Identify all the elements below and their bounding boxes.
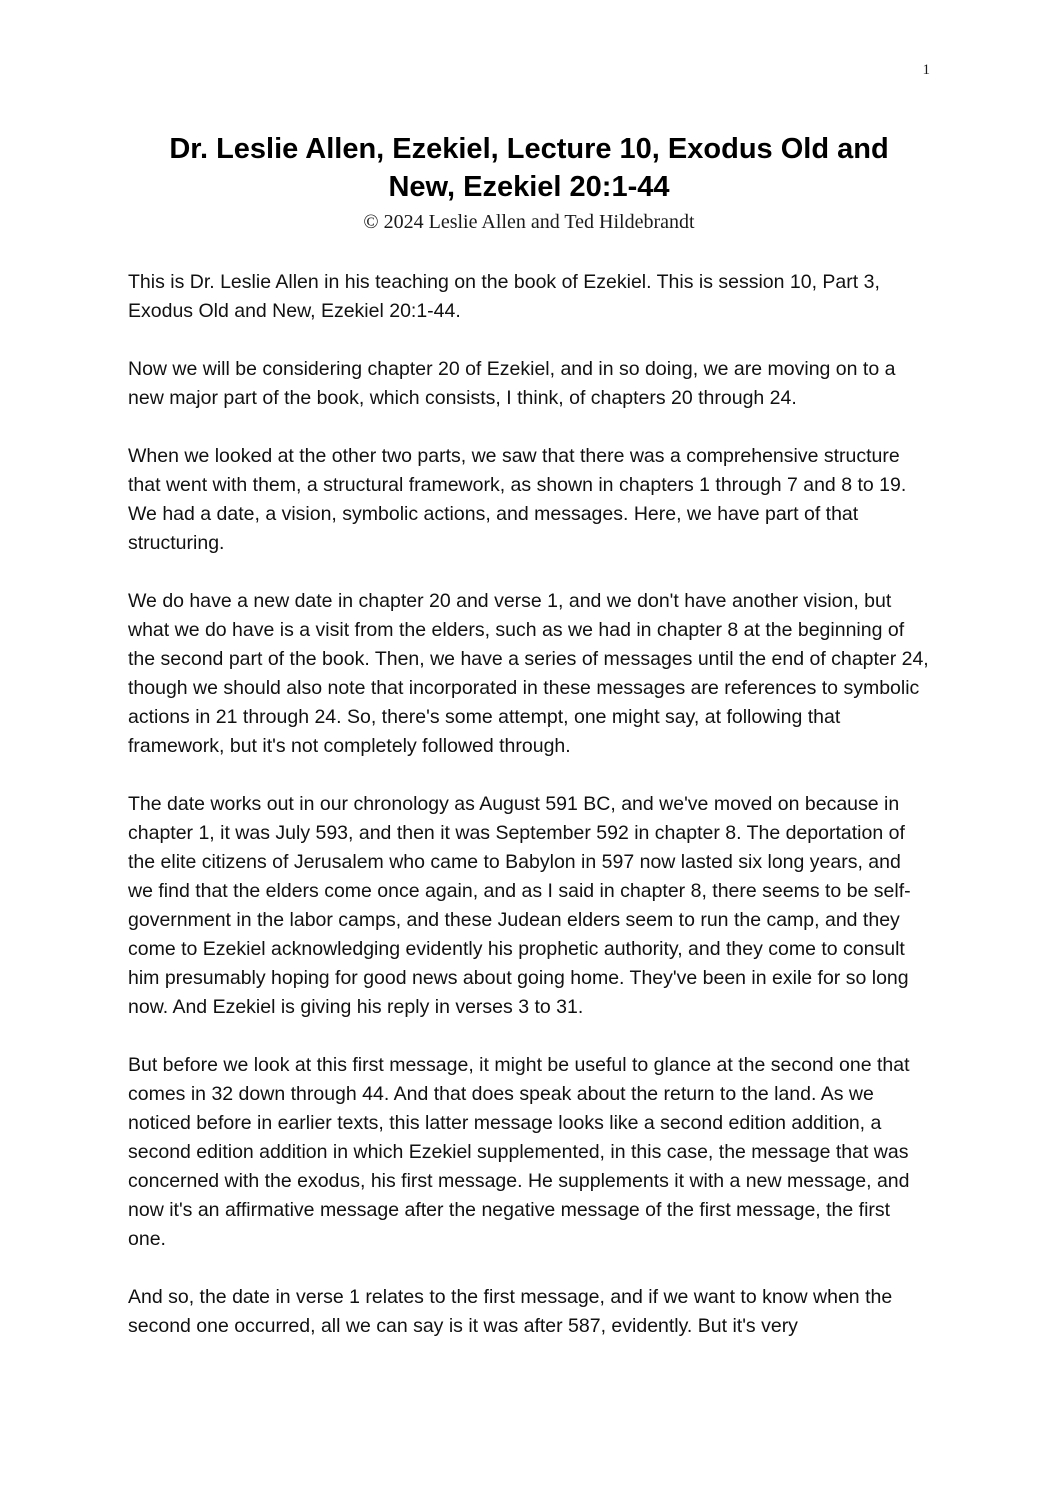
paragraph: When we looked at the other two parts, we saw that there was a comprehensive structure that went with them, a structural framework, as shown in chapters 1 through 7 and 8 to 19. We had a date, a vision, symbolic actions, and messages. Here, we have part of that structuring. <box>128 444 907 554</box>
page-title: Dr. Leslie Allen, Ezekiel, Lecture 10, Exodus Old and New, Ezekiel 20:1-44 <box>169 133 889 204</box>
paragraph: This is Dr. Leslie Allen in his teaching on the book of Ezekiel. This is session 10, Part 3, Exodus Old and New, Ezekiel 20:1-44. <box>128 270 880 322</box>
paragraph: But before we look at this first message, it might be useful to glance at the second one that comes in 32 down through 44. And that does speak about the return to the land. As we noticed before in earlier texts, this latter message looks like a second edition addition, a second edition addition in which Ezekiel supplemented, in this case, the message that was concerned with the exodus, his first message. He supplements it with a new message, and now it's an affirmative message after the negative message of the first message, the first one. <box>128 1053 910 1250</box>
paragraph: We do have a new date in chapter 20 and verse 1, and we don't have another vision, but what we do have is a visit from the elders, such as we had in chapter 8 at the beginning of the second part of the book. Then, we have a series of messages until the end of chapter 24, though we should also note that incorporated in these messages are references to symbolic actions in 21 through 24. So, there's some attempt, one might say, at following that framework, but it's not completely followed through. <box>128 589 929 757</box>
copyright-line: © 2024 Leslie Allen and Ted Hildebrandt <box>363 210 695 233</box>
paragraph: Now we will be considering chapter 20 of Ezekiel, and in so doing, we are moving on to a new major part of the book, which consists, I think, of chapters 20 through 24. <box>128 357 896 409</box>
document-body <box>128 268 930 1341</box>
paragraph: The date works out in our chronology as August 591 BC, and we've moved on because in chapter 1, it was July 593, and then it was September 592 in chapter 8. The deportation of the elite citizens of Jerusalem who came to Babylon in 597 now lasted six long years, and we find that the elders come once again, and as I said in chapter 8, there seems to be self-government in the labor camps, and these Judean elders seem to run the camp, and they come to Ezekiel acknowledging evidently his prophetic authority, and they come to consult him presumably hoping for good news about going home. They've been in exile for so long now. And Ezekiel is giving his reply in verses 3 to 31. <box>128 792 911 1018</box>
paragraph: And so, the date in verse 1 relates to the first message, and if we want to know when the second one occurred, all we can say is it was after 587, evidently. But it's very <box>128 1285 893 1337</box>
page-number: 1 <box>922 62 930 78</box>
